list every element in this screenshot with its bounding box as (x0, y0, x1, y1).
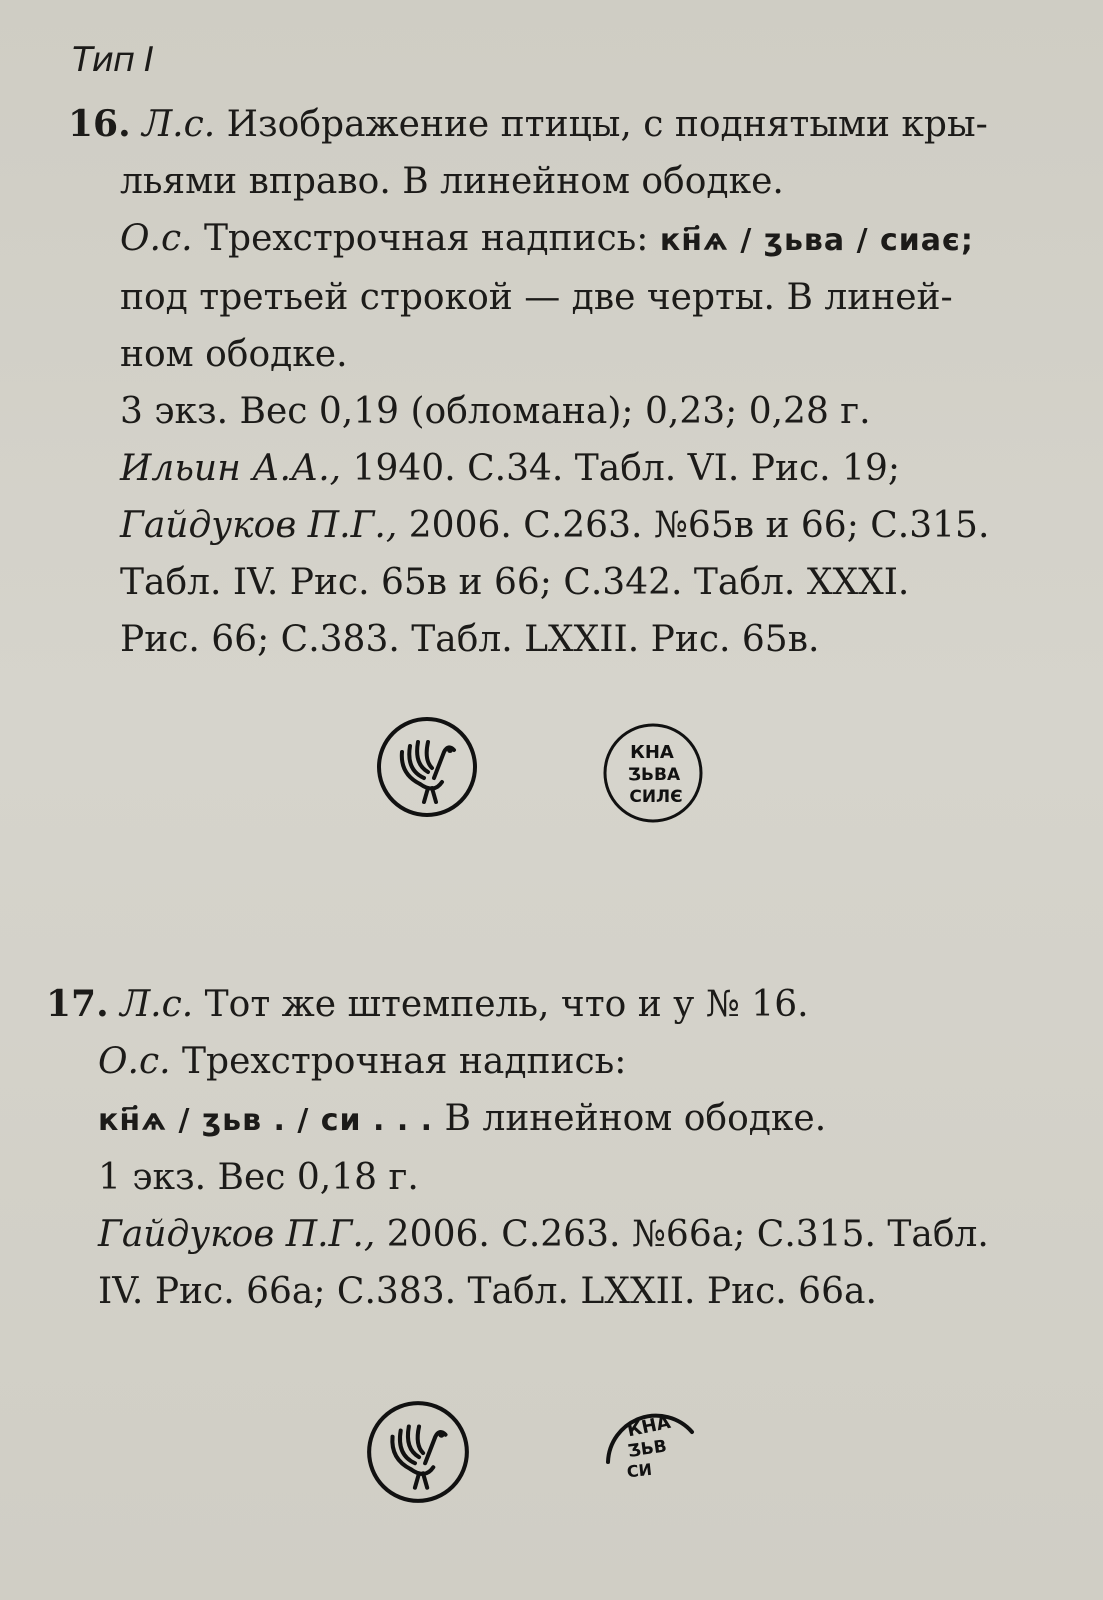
seal-17-reverse-illustration (590, 1392, 708, 1504)
inscription-text: кн҃ѧ / ӡьв . / си . . . (98, 1103, 434, 1138)
count-weight: 1 экз. Вес 0,18 г. (98, 1157, 419, 1198)
reverse-text: В линейном ободке. (444, 1098, 827, 1139)
count-weight: 3 экз. Вес 0,19 (обломана); 0,23; 0,28 г. (120, 391, 871, 432)
entry-line (68, 497, 1058, 554)
section-type-label: Тип I (72, 40, 153, 80)
entry-line (68, 326, 1058, 383)
catalog-entry-17 (46, 976, 1036, 1320)
entry-line (68, 611, 1058, 668)
seal-17-obverse-illustration (362, 1396, 474, 1508)
reference-author: Гайдуков П.Г., (98, 1214, 376, 1255)
entry-line (68, 269, 1058, 326)
reference-text: Рис. 66; С.383. Табл. LXXII. Рис. 65в. (120, 619, 820, 660)
entry-line (46, 1090, 1036, 1149)
obverse-text: Изображение птицы, с поднятыми кры- (226, 104, 988, 145)
obverse-label: Л.с. (120, 984, 194, 1025)
seal-inscription-line: КНА (630, 742, 674, 763)
obverse-text: Тот же штемпель, что и у № 16. (204, 984, 809, 1025)
entry-number: 16. (68, 103, 131, 145)
reverse-text: Трехстрочная надпись: (182, 1041, 627, 1082)
entry-line (68, 440, 1058, 497)
inscription-text: кн҃ѧ / ӡьва / сиає; (659, 223, 974, 258)
entry-line (46, 1033, 1036, 1090)
reference-text: Табл. IV. Рис. 65в и 66; С.342. Табл. XXXI. (120, 562, 910, 603)
reference-author: Ильин А.А., (120, 448, 342, 489)
seal-inscription-line: ӠЬВА (627, 765, 681, 785)
seal-inscription-line: КНА (625, 1411, 673, 1442)
reverse-text: под третьей строкой — две черты. В линей- (120, 277, 953, 318)
catalog-entry-16 (68, 96, 1058, 668)
seal-16-obverse-illustration (372, 712, 482, 822)
entry-line (68, 383, 1058, 440)
entry-line (46, 976, 1036, 1033)
entry-line (46, 1149, 1036, 1206)
entry-line (68, 153, 1058, 210)
entry-line (46, 1206, 1036, 1263)
reference-text: 2006. С.263. №66а; С.315. Табл. (386, 1214, 989, 1255)
reference-text: IV. Рис. 66а; С.383. Табл. LXXII. Рис. 66а. (98, 1271, 877, 1312)
reverse-label: О.с. (98, 1041, 171, 1082)
entry-number: 17. (46, 983, 109, 1025)
reverse-text: ном ободке. (120, 334, 348, 375)
reverse-label: О.с. (120, 218, 193, 259)
seal-inscription-line: ӠЬВ (626, 1436, 669, 1462)
entry-line (68, 96, 1058, 153)
obverse-label: Л.с. (142, 104, 216, 145)
seal-inscription-line: СИЛЄ (629, 787, 683, 807)
bird-icon (372, 712, 482, 822)
reverse-text: Трехстрочная надпись: (204, 218, 649, 259)
reference-text: 1940. С.34. Табл. VI. Рис. 19; (352, 448, 900, 489)
entry-line (68, 554, 1058, 611)
obverse-text: льями вправо. В линейном ободке. (120, 161, 784, 202)
entry-line (68, 210, 1058, 269)
entry-line (46, 1263, 1036, 1320)
seal-16-reverse-illustration (598, 718, 708, 828)
reference-text: 2006. С.263. №65в и 66; С.315. (408, 505, 990, 546)
seal-inscription-line: СИ (625, 1459, 653, 1482)
reference-author: Гайдуков П.Г., (120, 505, 398, 546)
bird-icon (362, 1396, 474, 1508)
